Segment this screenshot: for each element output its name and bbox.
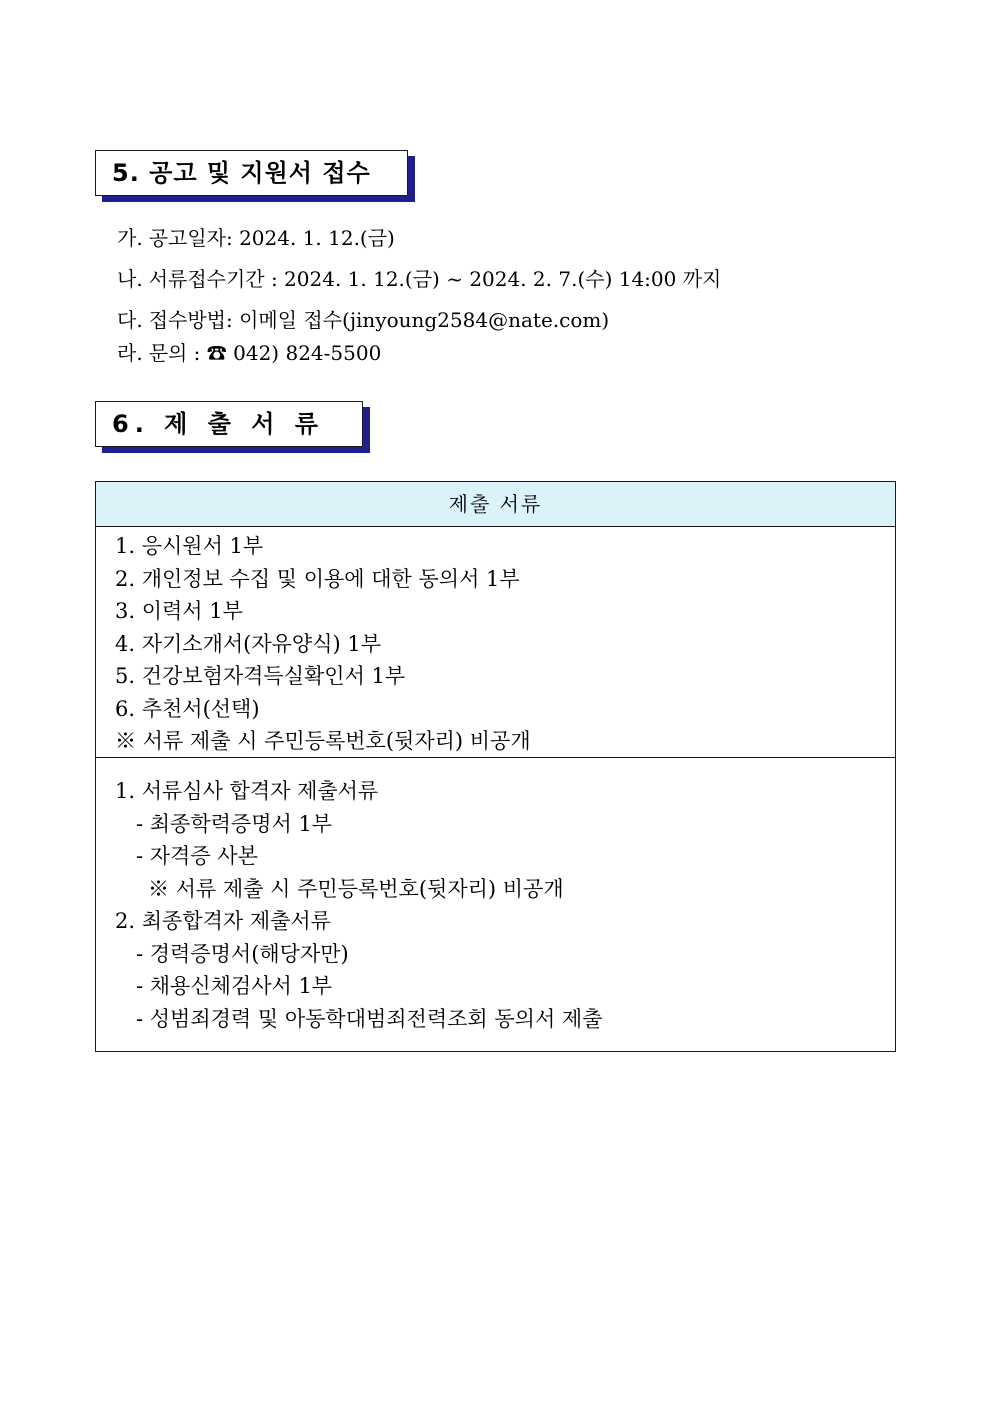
list-item: 3. 이력서 1부: [115, 599, 243, 623]
list-item-note: ※ 서류 제출 시 주민등록번호(뒷자리) 비공개: [115, 729, 531, 753]
info-key: 라.: [117, 341, 143, 365]
list-item-title: 1. 서류심사 합격자 제출서류: [115, 779, 379, 803]
list-subitem: - 자격증 사본: [136, 844, 258, 868]
table-section-basic: [96, 527, 895, 758]
section-5-heading: 5. 공고 및 지원서 접수: [95, 150, 408, 196]
info-item-submission-period: [117, 263, 721, 292]
info-key: 나.: [117, 267, 143, 291]
list-item: 6. 추천서(선택): [115, 696, 260, 721]
info-key: 다.: [117, 308, 143, 332]
list-subitem: - 성범죄경력 및 아동학대범죄전력조회 동의서 제출: [136, 1006, 603, 1031]
info-text: 문의 : ☎ 042) 824-5500: [148, 341, 382, 365]
documents-table: [95, 481, 896, 1052]
info-item-inquiry: [117, 337, 381, 366]
list-item-note: ※ 서류 제출 시 주민등록번호(뒷자리) 비공개: [148, 876, 564, 901]
info-item-announce-date: [117, 222, 395, 251]
table-section-pass: [96, 758, 895, 1035]
list-item: 1. 응시원서 1부: [115, 534, 264, 558]
list-item: 4. 자기소개서(자유양식) 1부: [115, 631, 381, 656]
list-subitem: - 채용신체검사서 1부: [136, 974, 333, 998]
list-item: 2. 개인정보 수집 및 이용에 대한 동의서 1부: [115, 566, 520, 591]
info-text: 접수방법: 이메일 접수(jinyoung2584@nate.com): [148, 308, 610, 332]
info-text: 공고일자: 2024. 1. 12.(금): [148, 226, 395, 250]
section-6-heading: 6. 제 출 서 류: [95, 401, 363, 447]
info-item-submission-method: [117, 304, 609, 333]
list-subitem: - 경력증명서(해당자만): [136, 941, 349, 966]
table-header: 제출 서류: [96, 482, 895, 527]
info-key: 가.: [117, 226, 143, 250]
list-item: 5. 건강보험자격득실확인서 1부: [115, 664, 406, 688]
info-text: 서류접수기간 : 2024. 1. 12.(금) ~ 2024. 2. 7.(수) 14:00 까지: [148, 267, 722, 291]
list-subitem: - 최종학력증명서 1부: [136, 811, 333, 836]
list-item-title: 2. 최종합격자 제출서류: [115, 909, 331, 933]
